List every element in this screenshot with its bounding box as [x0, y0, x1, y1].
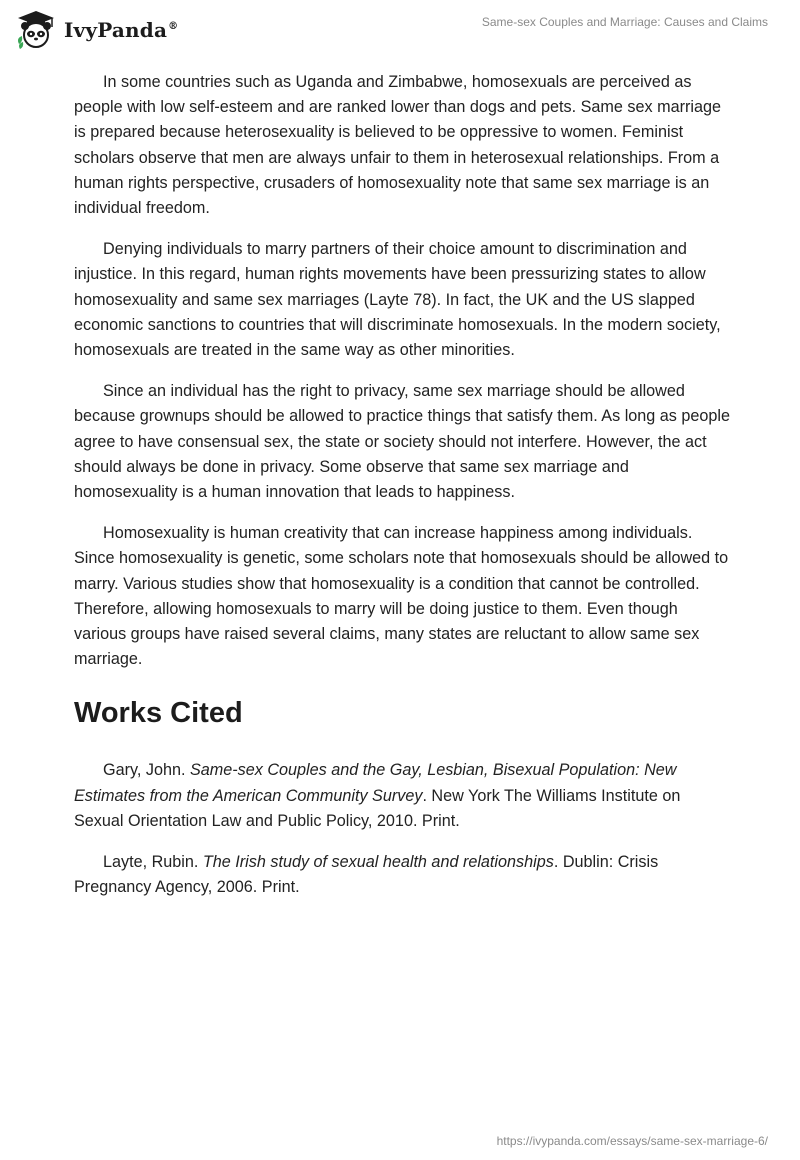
body-paragraph: In some countries such as Uganda and Zimbabwe, homosexuals are perceived as people with low self-esteem and are ranked lower than dogs and pets. Same sex marriage is prepared because heterosexuality is believed to be oppressive to women. Feminist scholars observe that men are always unfair to them in heterosexual relationships. From a human rights perspective, crusaders of homosexuality note that same sex marriage is an individual freedom. — [74, 73, 721, 218]
citation-details: . New York The Williams Institute on Sexual Orientation Law and Public Policy, 2010. Print. — [74, 786, 681, 830]
brand-name: IvyPanda® — [64, 18, 179, 42]
body-paragraph: Denying individuals to marry partners of their choice amount to discrimination and injustice. In this regard, human rights movements have been pressurizing states to allow homosexuality and same sex marriages (Layte 78). In fact, the UK and the US slapped economic sanctions to countries that will discriminate homosexuals. In the modern society, homosexuals are treated in the same way as other minorities. — [74, 240, 721, 360]
citation-entry — [74, 850, 734, 900]
citation-entry — [74, 758, 734, 834]
ivypanda-logo[interactable] — [14, 8, 178, 52]
page-header — [0, 0, 800, 60]
citation-author: Layte, Rubin. — [103, 853, 203, 872]
citation-title: The Irish study of sexual health and relationships — [202, 853, 554, 872]
source-url-link[interactable]: https://ivypanda.com/essays/same-sex-marriage-6/ — [496, 1134, 768, 1148]
document-title: Same-sex Couples and Marriage: Causes and Claims — [481, 15, 768, 29]
panda-graduate-icon — [14, 8, 58, 52]
essay-content — [74, 70, 734, 916]
body-paragraph: Since an individual has the right to privacy, same sex marriage should be allowed because grownups should be allowed to practice things that satisfy them. As long as people agree to have consensual sex, the state or society should not interfere. However, the act should always be done in privacy. Some observe that same sex marriage and homosexuality is a human innovation that leads to happiness. — [74, 382, 730, 502]
works-cited-heading: Works Cited — [74, 697, 243, 730]
citation-author: Gary, John. — [103, 761, 190, 780]
citation-title: Same-sex Couples and the Gay, Lesbian, Bisexual Population: New Estimates from the American Community Survey — [74, 761, 677, 805]
body-paragraph: Homosexuality is human creativity that can increase happiness among individuals. Since homosexuality is genetic, some scholars note that homosexuals should be allowed to marry. Various studies show that homosexuality is a condition that cannot be controlled. Therefore, allowing homosexuals to marry will be doing justice to them. Even though various groups have raised several claims, many states are reluctant to allow same sex marriage. — [74, 524, 729, 669]
citation-details: . Dublin: Crisis Pregnancy Agency, 2006. Print. — [74, 853, 659, 897]
